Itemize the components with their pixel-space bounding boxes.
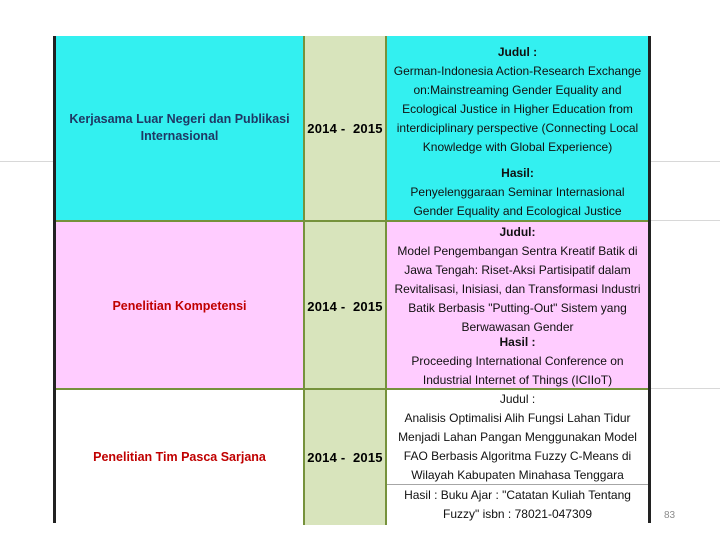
category-cell xyxy=(56,222,303,390)
research-table xyxy=(53,36,651,523)
judul-line: Wilayah Kabupaten Minahasa Tenggara xyxy=(411,468,624,482)
judul-label: Judul: xyxy=(499,225,536,239)
hasil-label: Hasil: xyxy=(501,166,534,180)
hasil-line: Gender Equality and Ecological Justice xyxy=(413,204,622,218)
gridline xyxy=(651,161,720,162)
judul-line: on:Mainstreaming Gender Equality and xyxy=(413,83,622,97)
gridline xyxy=(651,388,720,389)
description-cell xyxy=(387,36,648,220)
table-row xyxy=(56,36,648,220)
year-cell xyxy=(303,390,387,525)
judul-line: Batik Berbasis "Putting-Out" Sistem yang xyxy=(408,301,627,315)
judul-line: FAO Berbasis Algoritma Fuzzy C-Means di xyxy=(403,449,632,463)
category-label: Penelitian Kompetensi xyxy=(112,298,247,313)
cell-divider xyxy=(387,484,648,485)
category-cell xyxy=(56,390,303,525)
year-label: 2014 - 2015 xyxy=(307,450,383,465)
year-cell xyxy=(303,222,387,390)
hasil-label: Hasil : xyxy=(499,335,536,349)
hasil-line: Industrial Internet of Things (ICIIoT) xyxy=(422,373,613,387)
table-row xyxy=(56,220,648,390)
judul-line: Analisis Optimalisi Alih Fungsi Lahan Tidur xyxy=(404,411,631,425)
judul-line: Knowledge with Global Experience) xyxy=(422,140,613,154)
judul-line: Ecological Justice in Higher Education from xyxy=(402,102,633,116)
category-cell xyxy=(56,36,303,220)
judul-line: Revitalisasi, Inisiasi, dan Transformasi Industri xyxy=(394,282,641,296)
gridline xyxy=(651,220,720,221)
description-cell xyxy=(387,390,648,525)
judul-line: German-Indonesia Action-Research Exchange xyxy=(393,64,642,78)
category-label: Penelitian Tim Pasca Sarjana xyxy=(93,450,266,464)
judul-line: Menjadi Lahan Pangan Menggunakan Model xyxy=(398,430,637,444)
gridline xyxy=(0,161,53,162)
table-row xyxy=(56,388,648,525)
year-label: 2014 - 2015 xyxy=(307,120,383,136)
year-cell xyxy=(303,36,387,220)
description-cell xyxy=(387,222,648,390)
hasil-line: Hasil : Buku Ajar : "Catatan Kuliah Tentang xyxy=(404,488,631,502)
year-label: 2014 - 2015 xyxy=(307,298,383,314)
judul-label: Judul : xyxy=(499,392,536,406)
category-label: Kerjasama Luar Negeri dan Publikasi Internasional xyxy=(69,112,290,143)
hasil-line: Penyelenggaraan Seminar Internasional xyxy=(410,185,625,199)
page-number: 83 xyxy=(664,510,676,521)
hasil-line: Fuzzy" isbn : 78021-047309 xyxy=(442,507,593,521)
judul-label: Judul : xyxy=(497,45,538,59)
judul-line: interdiciplinary perspective (Connecting Local xyxy=(396,121,639,135)
judul-line: Berwawasan Gender xyxy=(461,320,574,334)
judul-line: Jawa Tengah: Riset-Aksi Partisipatif dalam xyxy=(404,263,631,277)
judul-line: Model Pengembangan Sentra Kreatif Batik di xyxy=(397,244,638,258)
hasil-line: Proceeding International Conference on xyxy=(411,354,624,368)
